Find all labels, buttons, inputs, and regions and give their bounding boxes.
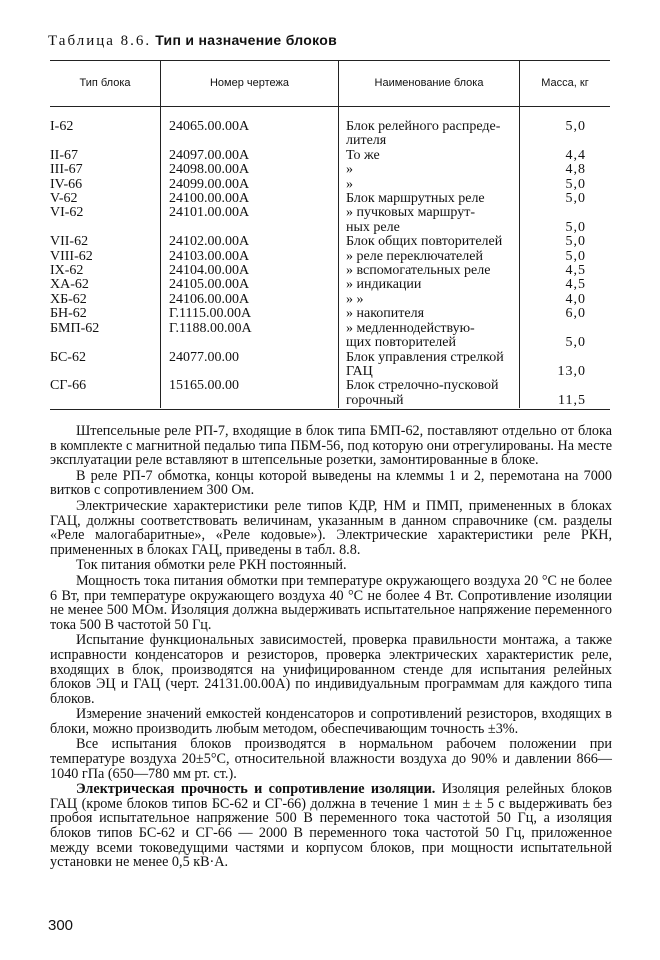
cell-block-name xyxy=(339,307,520,321)
cell-block-type: II-67 xyxy=(50,147,78,163)
table-row xyxy=(50,293,610,307)
header-block-name: Наименование блока xyxy=(339,60,520,107)
table-row xyxy=(50,178,610,192)
mass-value: 5,0 xyxy=(565,234,586,250)
cell-mass xyxy=(520,149,611,163)
mass-value: 5,0 xyxy=(565,219,586,235)
cell-block-type: I-62 xyxy=(50,119,74,134)
cell-block-type: III-67 xyxy=(50,162,83,178)
block-name-line: » xyxy=(346,176,353,192)
body-paragraph: Все испытания блоков производятся в нормальном рабочем положении при температуре воздуха 20±5°С, относительной влажности воздуха до 90% и давлении 866—1040 гПа (650—780 мм рт. ст.). xyxy=(50,736,612,782)
cell-mass xyxy=(520,264,611,278)
block-name-line: » накопителя xyxy=(346,306,425,322)
cell-block-name xyxy=(339,322,520,351)
block-name-line: лителя xyxy=(346,133,387,149)
cell-drawing-number: 24100.00.00А xyxy=(161,192,339,206)
block-name-line: Блок стрелочно-пусковой xyxy=(346,378,499,394)
mass-value: 5,0 xyxy=(565,191,586,207)
cell-mass xyxy=(520,178,611,192)
page-number: 300 xyxy=(48,917,74,934)
mass-value: 13,0 xyxy=(557,363,586,379)
mass-value: 4,5 xyxy=(565,277,586,293)
body-text xyxy=(50,424,612,870)
cell-drawing-number: 24077.00.00 xyxy=(161,351,339,380)
block-name-line: » пучковых маршрут- xyxy=(346,205,475,221)
cell-mass xyxy=(520,351,611,380)
table-row xyxy=(50,278,610,292)
cell-block-type: ХА-62 xyxy=(50,277,89,293)
body-paragraph: Испытание функциональных зависимостей, проверка правильности монтажа, а также исправности конденсаторов и резисторов, проверка электрических характеристик реле, входящих в блок, производятся на унифицированном стенде для испытания релейных блоков ЭЦ и ГАЦ (черт. 24131.00.00А) по индивидуальным программам для каждого типа блоков. xyxy=(50,632,612,707)
cell-mass xyxy=(520,206,611,235)
cell-mass xyxy=(520,192,611,206)
cell-mass xyxy=(520,379,611,408)
table-row xyxy=(50,163,610,177)
mass-value: 6,0 xyxy=(565,306,586,322)
cell-mass xyxy=(520,322,611,351)
cell-block-type: V-62 xyxy=(50,191,78,207)
mass-value: 4,5 xyxy=(565,263,586,279)
cell-block-type: VIII-62 xyxy=(50,248,93,264)
cell-block-type: БМП-62 xyxy=(50,320,100,336)
mass-value: 4,4 xyxy=(565,147,586,163)
cell-block-type: IX-62 xyxy=(50,263,84,279)
table-body xyxy=(50,107,610,409)
cell-block-name xyxy=(339,206,520,235)
cell-drawing-number: Г.1115.00.00А xyxy=(161,307,339,321)
insulation-paragraph xyxy=(50,782,612,870)
cell-mass xyxy=(520,235,611,249)
mass-value: 5,0 xyxy=(565,335,586,351)
cell-block-name xyxy=(339,351,520,380)
cell-drawing-number: 24106.00.00А xyxy=(161,293,339,307)
block-name-line: То же xyxy=(346,147,380,163)
table-header-row xyxy=(50,60,610,107)
cell-drawing-number: 24104.00.00А xyxy=(161,264,339,278)
cell-block-type: СГ-66 xyxy=(50,378,87,394)
cell-drawing-number: 24105.00.00А xyxy=(161,278,339,292)
table-caption-title: Тип и назначение блоков xyxy=(155,32,338,48)
cell-drawing-number: 24102.00.00А xyxy=(161,235,339,249)
table-row xyxy=(50,307,610,321)
cell-block-name xyxy=(339,250,520,264)
mass-value xyxy=(520,379,586,393)
cell-block-name xyxy=(339,264,520,278)
mass-value xyxy=(520,351,586,365)
cell-mass xyxy=(520,250,611,264)
table-row xyxy=(50,192,610,206)
block-name-line: » индикации xyxy=(346,277,422,293)
body-paragraph: Измерение значений емкостей конденсаторов и сопротивлений резисторов, входящих в блоки, можно производить любым методом, обеспечивающим точность ±3%. xyxy=(50,706,612,737)
block-name-line: горочный xyxy=(346,392,404,408)
body-paragraph: Ток питания обмотки реле РКН постоянный. xyxy=(76,557,347,574)
table-row xyxy=(50,379,610,408)
cell-mass xyxy=(520,307,611,321)
header-mass: Масса, кг xyxy=(520,60,611,107)
cell-drawing-number: Г.1188.00.00А xyxy=(161,322,339,351)
cell-block-name xyxy=(339,107,520,149)
cell-block-type: БС-62 xyxy=(50,349,86,365)
block-name-line: Блок маршрутных реле xyxy=(346,191,485,207)
mass-value: 4,8 xyxy=(565,162,586,178)
table-row xyxy=(50,250,610,264)
cell-mass xyxy=(520,293,611,307)
body-paragraph: В реле РП-7 обмотка, концы которой выведены на клеммы 1 и 2, перемотана на 7000 витков с сопротивлением 300 Ом. xyxy=(50,467,612,499)
block-name-line: » реле переключателей xyxy=(346,248,483,264)
table-row xyxy=(50,351,610,380)
cell-mass xyxy=(520,163,611,177)
cell-drawing-number: 24097.00.00А xyxy=(161,149,339,163)
table-row xyxy=(50,206,610,235)
insulation-text: Изоляция релейных блоков ГАЦ (кроме блоков типов БС-62 и СГ-66) должна в течение 1 мин ± ± 5 с выдерживать без пробоя испытательное напряжение 500 В переменного тока частотой 50 Гц, а изоляция блоков типов БС-62 и СГ-66 — 2000 В переменного тока частотой 50 Гц, приложенное между всеми токоведущими частями и корпусом блоков, при мощности испытательной установки не менее 0,5 кВ·А. xyxy=(50,781,612,871)
cell-block-type: VII-62 xyxy=(50,234,89,250)
insulation-heading: Электрическая прочность и сопротивление изоляции. xyxy=(76,781,436,798)
header-drawing-number: Номер чертежа xyxy=(161,60,339,107)
table-row xyxy=(50,322,610,351)
body-paragraph: Электрические характеристики реле типов КДР, НМ и ПМП, примененных в блоках ГАЦ, должны соответствовать величинам, указанным в данном справочнике (см. разделы «Реле малогабаритные», «Реле кодовые»). Электрические характеристики реле РКН, примененных в блоках ГАЦ, приведены в табл. 8.8. xyxy=(50,497,612,558)
cell-block-type: БН-62 xyxy=(50,306,87,322)
cell-drawing-number: 24099.00.00А xyxy=(161,178,339,192)
table-row xyxy=(50,107,610,149)
mass-value: 5,0 xyxy=(565,176,586,192)
cell-mass xyxy=(520,278,611,292)
mass-value: 5,0 xyxy=(565,248,586,264)
cell-drawing-number: 24101.00.00А xyxy=(161,206,339,235)
block-name-line: » медленнодействую- xyxy=(346,320,475,336)
cell-block-name xyxy=(339,192,520,206)
cell-block-name xyxy=(339,293,520,307)
cell-block-name xyxy=(339,149,520,163)
cell-block-name xyxy=(339,163,520,177)
table-row xyxy=(50,235,610,249)
cell-block-name xyxy=(339,178,520,192)
block-name-line: ГАЦ xyxy=(346,363,373,379)
cell-block-type: VI-62 xyxy=(50,205,84,221)
mass-value: 11,5 xyxy=(558,392,586,408)
mass-value: 4,0 xyxy=(565,291,586,307)
table-caption-lead: Таблица 8.6. xyxy=(48,33,152,49)
block-name-line: Блок общих повторителей xyxy=(346,234,503,250)
table-row xyxy=(50,264,610,278)
block-name-line: Блок управления стрелкой xyxy=(346,349,504,365)
cell-block-name xyxy=(339,379,520,408)
block-name-line: » » xyxy=(346,291,364,307)
table-row xyxy=(50,149,610,163)
block-name-line: Блок релейного распреде- xyxy=(346,119,501,134)
block-name-line: » xyxy=(346,162,353,178)
table-caption xyxy=(48,32,337,50)
cell-block-type: ХБ-62 xyxy=(50,291,87,307)
cell-block-name xyxy=(339,278,520,292)
table-bottom-rule xyxy=(50,409,610,410)
body-paragraph: Мощность тока питания обмотки при температуре окружающего воздуха 20 °С не более 6 Вт, при температуре окружающего воздуха 40 °С не более 4 Вт. Сопротивление изоляции не менее 500 МОм. Изоляция должна выдерживать испытательное напряжение переменного тока 500 В частотой 50 Гц. xyxy=(50,572,612,633)
body-paragraph: Штепсельные реле РП-7, входящие в блок типа БМП-62, поставляют отдельно от блока в комплекте с магнитной педалью типа ПБМ-56, под которую они отрегулированы. На месте эксплуатации реле вставляют в штепсельные розетки, замонтированные в блоке. xyxy=(50,423,612,469)
block-name-line: ных реле xyxy=(346,219,400,235)
cell-drawing-number: 24065.00.00А xyxy=(161,107,339,149)
cell-drawing-number: 24103.00.00А xyxy=(161,250,339,264)
blocks-table xyxy=(50,60,610,408)
cell-block-type: IV-66 xyxy=(50,176,83,192)
mass-value xyxy=(520,322,586,336)
block-name-line: щих повторителей xyxy=(346,335,456,351)
block-name-line: » вспомогательных реле xyxy=(346,263,491,279)
mass-value: 5,0 xyxy=(565,119,586,134)
header-block-type: Тип блока xyxy=(50,60,161,107)
cell-mass xyxy=(520,107,611,149)
cell-drawing-number: 15165.00.00 xyxy=(161,379,339,408)
mass-value xyxy=(520,206,586,220)
cell-drawing-number: 24098.00.00А xyxy=(161,163,339,177)
cell-block-name xyxy=(339,235,520,249)
